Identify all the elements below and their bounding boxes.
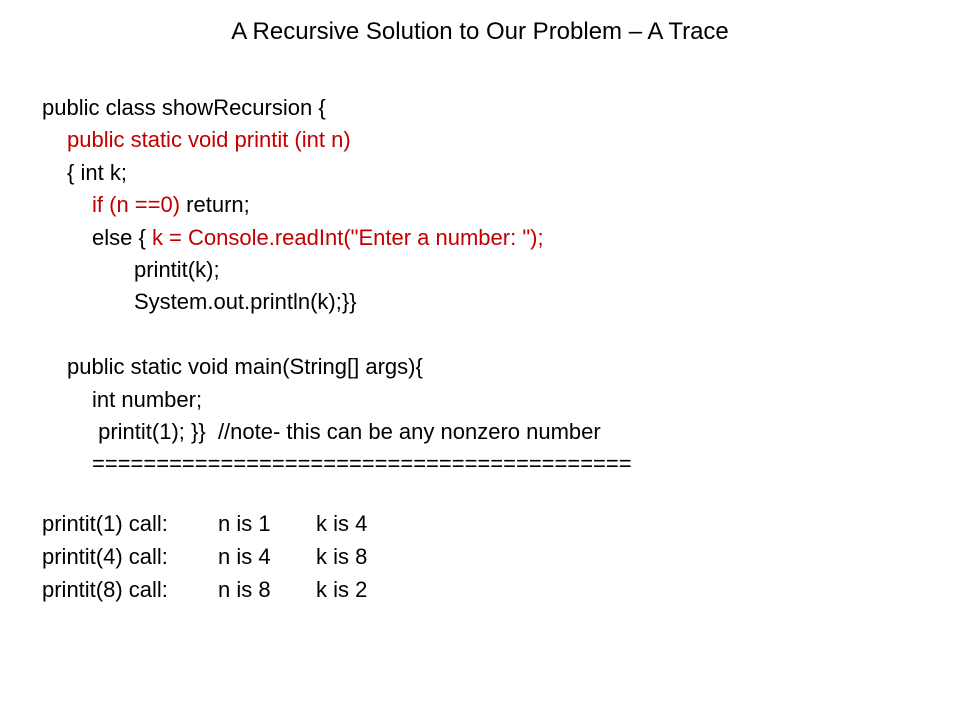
code-line-if [42,189,632,221]
class-declaration: public class showRecursion { [42,95,326,120]
slide-title: A Recursive Solution to Our Problem – A Trace [231,18,729,45]
code-line-printit-signature [42,124,632,156]
return-statement: return; [180,192,250,218]
open-brace: { [67,159,81,185]
trace-k-value: k is 8 [316,544,368,569]
code-line-else [42,222,632,254]
code-line-int-number [42,384,632,416]
main-signature: public static void main(String[] args){ [67,354,423,380]
read-int-statement: k = Console.readInt("Enter a number: "); [151,224,544,250]
if-condition: if (n ==0) [92,192,181,218]
trace-call: printit(4) call: [42,544,168,569]
trace-n-value: n is 1 [218,511,271,536]
code-line-blank [42,319,632,351]
trace-n-value: n is 8 [218,577,271,602]
println-statement: System.out.println(k);}} [134,289,357,315]
int-k-declaration: int k; [80,159,127,185]
code-line-class-decl [42,92,632,124]
code-line-main-signature [42,351,632,383]
code-line-printit-call [42,416,632,448]
printit-call-with-note: printit(1); }} //note- this can be any nonzero number [92,418,601,444]
trace-n-value: n is 4 [218,544,271,569]
trace-call: printit(1) call: [42,511,168,536]
code-line-separator [42,448,632,480]
printit-signature: public static void printit (int n) [67,127,351,153]
code-line-println [42,286,632,318]
trace-k-value: k is 2 [316,577,368,602]
trace-k-value: k is 4 [316,511,368,536]
separator-line: ========================================== [92,451,632,477]
recursive-call: printit(k); [134,256,220,282]
code-line-recursive-call [42,254,632,286]
int-number-declaration: int number; [92,386,203,412]
trace-call: printit(8) call: [42,577,168,602]
code-line-int-k [42,157,632,189]
else-keyword: else { [92,224,152,250]
code-block [42,92,632,481]
